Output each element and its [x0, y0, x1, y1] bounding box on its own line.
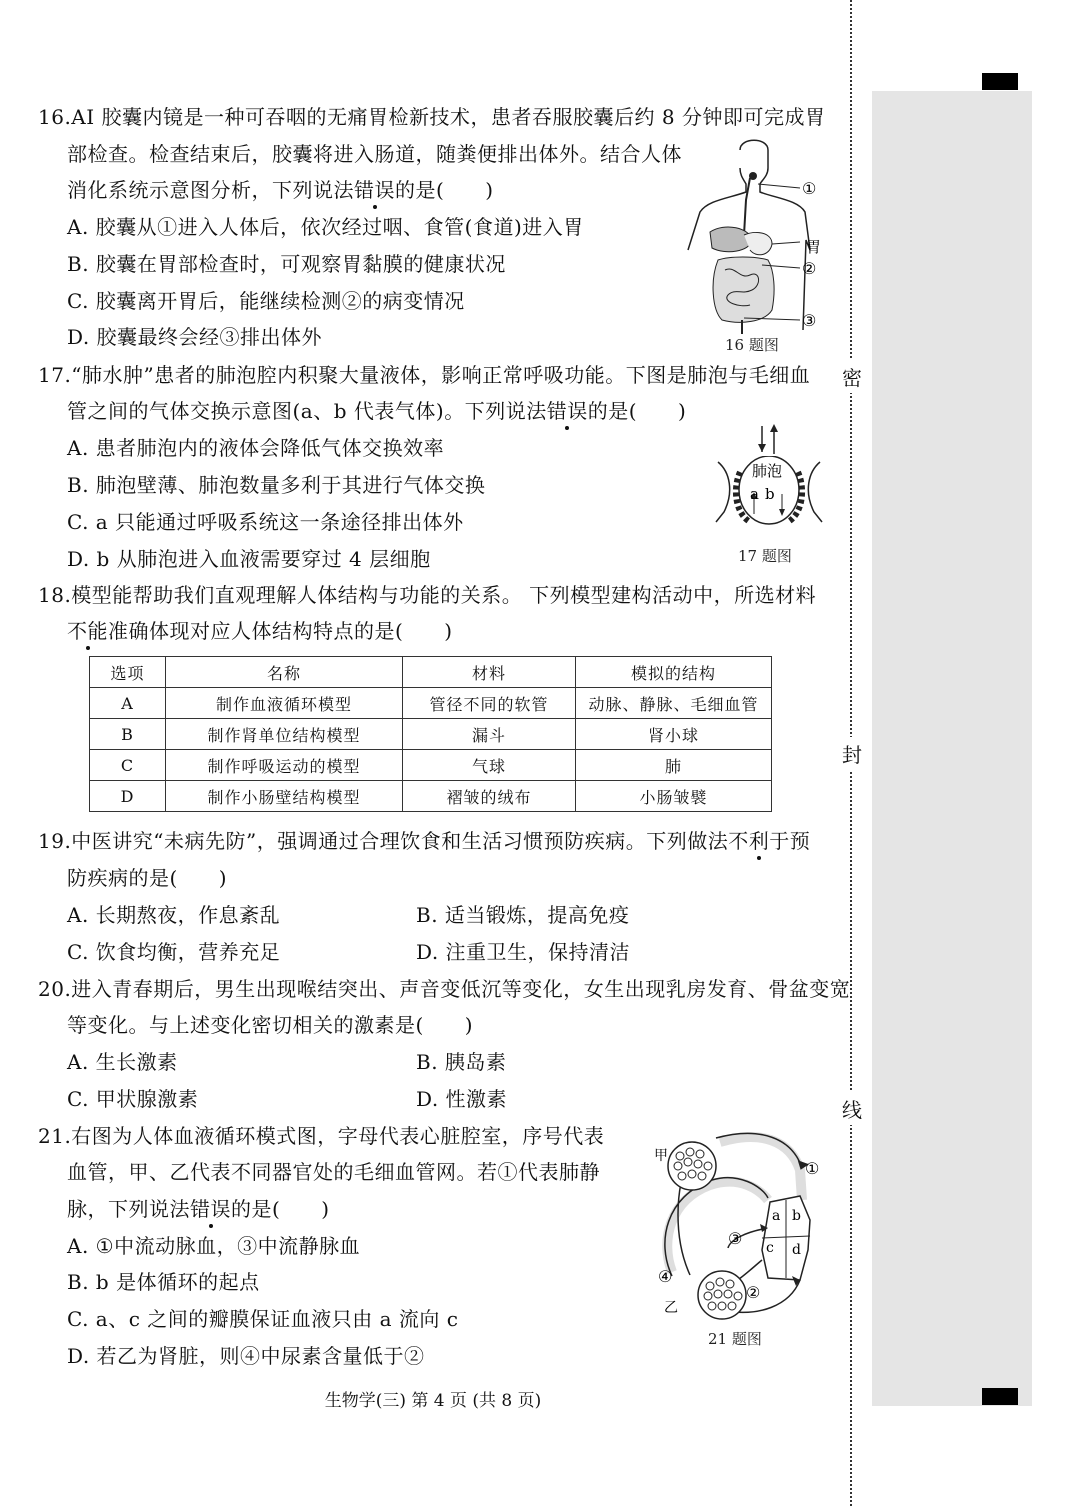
table-cell: 制作肾单位结构模型 — [166, 719, 403, 750]
table-row — [90, 750, 772, 781]
q20-stem-line-2: 等变化。与上述变化密切相关的激素是( ) — [67, 1013, 474, 1037]
q19-stem-line-2: 防疾病的是( ) — [67, 866, 228, 890]
q18-stem-line-2: 不能准确体现对应人体结构特点的是( ) — [67, 619, 453, 643]
q19-option-c: C. 饮食均衡，营养充足 — [67, 940, 281, 964]
table-cell: 肺 — [576, 750, 772, 781]
q17-emphasis: 错误 — [546, 399, 588, 423]
table-cell: 气球 — [403, 750, 576, 781]
table-header-row — [90, 657, 772, 688]
q21-option-b: B. b 是体循环的起点 — [67, 1270, 260, 1294]
q17-option-a: A. 患者肺泡内的液体会降低气体交换效率 — [67, 436, 445, 460]
q21-label-jia: 甲 — [654, 1148, 668, 1164]
q17-option-b: B. 肺泡壁薄、肺泡数量多利于其进行气体交换 — [67, 473, 486, 497]
q21-label-d: d — [792, 1242, 801, 1258]
q21-label-c: c — [766, 1240, 774, 1256]
q19-option-b: B. 适当锻炼，提高免疫 — [416, 903, 630, 927]
blood-circulation-figure — [650, 1130, 840, 1330]
q17-caption: 17 题图 — [738, 547, 792, 565]
q17-label-alveolus: 肺泡 — [752, 462, 783, 480]
q20-stem-line-1: 20.进入青春期后，男生出现喉结突出、声音变低沉等变化，女生出现乳房发育、骨盆变宽 — [38, 977, 851, 1001]
q16-option-d: D. 胶囊最终会经③排出体外 — [67, 325, 323, 349]
page-footer — [0, 1386, 1066, 1411]
q21-option-c: C. a、c 之间的瓣膜保证血液只由 a 流向 c — [67, 1307, 459, 1331]
digestive-system-figure — [680, 140, 840, 335]
table-cell: 管径不同的软管 — [403, 688, 576, 719]
q16-option-b: B. 胶囊在胃部检查时，可观察胃黏膜的健康状况 — [67, 252, 506, 276]
table-cell: 动脉、静脉、毛细血管 — [576, 688, 772, 719]
table-cell: C — [90, 750, 166, 781]
q21-caption: 21 题图 — [708, 1330, 762, 1348]
table-row — [90, 719, 772, 750]
table-header-cell: 选项 — [90, 657, 166, 688]
q16-stem-line-3: 消化系统示意图分析，下列说法错误的是( ) — [67, 178, 494, 202]
q16-emphasis: 错误 — [354, 178, 395, 202]
table-cell: 漏斗 — [403, 719, 576, 750]
q17-label-a: a — [750, 485, 759, 503]
q16-stem-line-1: 16.AI 胶囊内镜是一种可吞咽的无痛胃检新技术，患者吞服胶囊后约 8 分钟即可完成胃 — [38, 105, 826, 129]
gray-margin-band — [872, 91, 1032, 1406]
q16-label-stomach: 胃 — [806, 238, 822, 256]
q19-option-d: D. 注重卫生，保持清洁 — [416, 940, 631, 964]
q21-label-a: a — [772, 1208, 781, 1224]
binding-char-3: 线 — [842, 1092, 862, 1125]
q17-stem-line-2: 管之间的气体交换示意图(a、b 代表气体)。下列说法错误的是( ) — [67, 399, 687, 423]
q16-option-a: A. 胶囊从①进入人体后，依次经过咽、食管(食道)进入胃 — [67, 215, 584, 239]
q16-label-1: ① — [802, 179, 817, 198]
q20-option-d: D. 性激素 — [416, 1087, 508, 1111]
table-cell: 制作血液循环模型 — [166, 688, 403, 719]
table-cell: D — [90, 781, 166, 812]
q16-option-c: C. 胶囊离开胃后，能继续检测②的病变情况 — [67, 289, 465, 313]
table-cell: A — [90, 688, 166, 719]
table-cell: 褶皱的绒布 — [403, 781, 576, 812]
table-row — [90, 688, 772, 719]
registration-mark-top — [982, 73, 1018, 90]
q21-label-b: b — [792, 1208, 801, 1224]
table-header-cell: 名称 — [166, 657, 403, 688]
q21-label-3: ③ — [728, 1229, 743, 1248]
q16-label-3: ③ — [802, 311, 817, 330]
q21-option-d: D. 若乙为肾脏，则④中尿素含量低于② — [67, 1344, 425, 1368]
q17-option-c: C. a 只能通过呼吸系统这一条途径排出体外 — [67, 510, 464, 534]
q21-emphasis: 错误 — [190, 1197, 231, 1221]
binding-char-2: 封 — [842, 737, 862, 770]
footer-text: 生物学(三) 第 4 页 (共 8 页) — [324, 1391, 542, 1411]
alveolus-figure — [710, 422, 828, 532]
q19-stem-line-1: 19.中医讲究“未病先防”，强调通过合理饮食和生活习惯预防疾病。下列做法不利于预 — [38, 829, 811, 853]
q21-label-yi: 乙 — [664, 1300, 678, 1316]
q21-option-a: A. ①中流动脉血，③中流静脉血 — [67, 1234, 361, 1258]
q18-emphasis: 不能 — [67, 619, 108, 643]
table-header-cell: 模拟的结构 — [576, 657, 772, 688]
q20-option-a: A. 生长激素 — [67, 1050, 178, 1074]
q17-stem-line-1: 17.“肺水肿”患者的肺泡腔内积聚大量液体，影响正常呼吸功能。下图是肺泡与毛细血 — [38, 363, 811, 387]
q16-caption: 16 题图 — [725, 336, 779, 354]
table-row — [90, 781, 772, 812]
q19-emphasis: 不利于 — [728, 829, 790, 853]
q21-stem-line-3: 脉，下列说法错误的是( ) — [67, 1197, 330, 1221]
q17-label-b: b — [765, 485, 775, 503]
q21-label-1: ① — [805, 1159, 820, 1178]
q21-stem-line-1: 21.右图为人体血液循环模式图，字母代表心脏腔室，序号代表 — [38, 1124, 605, 1148]
table-header-cell: 材料 — [403, 657, 576, 688]
q21-label-4: ④ — [658, 1267, 673, 1286]
q21-stem-line-2: 血管，甲、乙代表不同器官处的毛细血管网。若①代表肺静 — [67, 1160, 600, 1184]
table-cell: 制作小肠壁结构模型 — [166, 781, 403, 812]
q16-label-2: ② — [802, 259, 817, 278]
table-cell: 肾小球 — [576, 719, 772, 750]
q18-stem-line-1: 18.模型能帮助我们直观理解人体结构与功能的关系。 下列模型建构活动中，所选材料 — [38, 583, 817, 607]
q17-option-d: D. b 从肺泡进入血液需要穿过 4 层细胞 — [67, 547, 431, 571]
q18-options-table — [89, 656, 772, 812]
table-cell: 制作呼吸运动的模型 — [166, 750, 403, 781]
table-cell: B — [90, 719, 166, 750]
q20-option-b: B. 胰岛素 — [416, 1050, 507, 1074]
q16-stem-line-2: 部检查。检查结束后，胶囊将进入肠道，随粪便排出体外。结合人体 — [67, 142, 682, 166]
q21-label-2: ② — [746, 1283, 761, 1302]
binding-char-1: 密 — [842, 360, 862, 393]
q20-option-c: C. 甲状腺激素 — [67, 1087, 199, 1111]
q19-option-a: A. 长期熬夜，作息紊乱 — [67, 903, 281, 927]
table-cell: 小肠皱襞 — [576, 781, 772, 812]
